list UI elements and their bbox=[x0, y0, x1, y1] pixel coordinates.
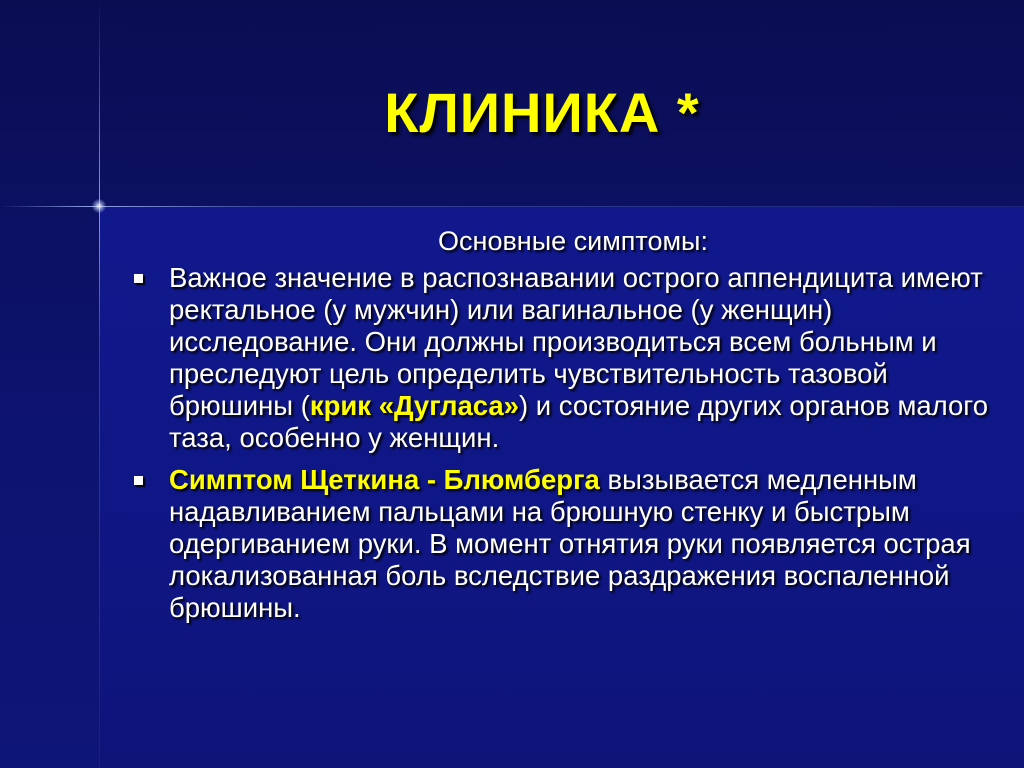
symptom-list bbox=[130, 262, 1010, 634]
square-bullet-icon bbox=[134, 476, 143, 485]
slide-subtitle: Основные симптомы: bbox=[438, 226, 708, 256]
list-item-rectal-exam bbox=[130, 262, 1010, 454]
highlight-douglas-cry: крик «Дугласа» bbox=[309, 390, 519, 421]
list-item-blumberg-sign bbox=[130, 464, 1010, 624]
bullet-text: Важное значение в распознавании острого аппендицита имеют ректальное (у мужчин) или вагинальное (у женщин) исследование. Они должны производиться всем больным и преследуют цель определить чувствительность тазовой брюшины ( bbox=[169, 262, 983, 421]
bullet-text: ) и состояние других органов малого таза, особенно у женщин. bbox=[169, 390, 989, 453]
highlight-blumberg-sign: Симптом Щеткина - Блюмберга bbox=[169, 464, 600, 495]
slide-title: КЛИНИКА * bbox=[384, 81, 700, 144]
sparkle-icon bbox=[92, 199, 106, 213]
square-bullet-icon bbox=[134, 274, 143, 283]
bullet-text: вызывается медленным надавливанием пальцами на брюшную стенку и быстрым одергиванием руки. В момент отнятия руки появляется острая локализованная боль вследствие раздражения воспаленной брюшины. bbox=[169, 464, 971, 623]
decorative-horizontal-line bbox=[0, 206, 1024, 207]
